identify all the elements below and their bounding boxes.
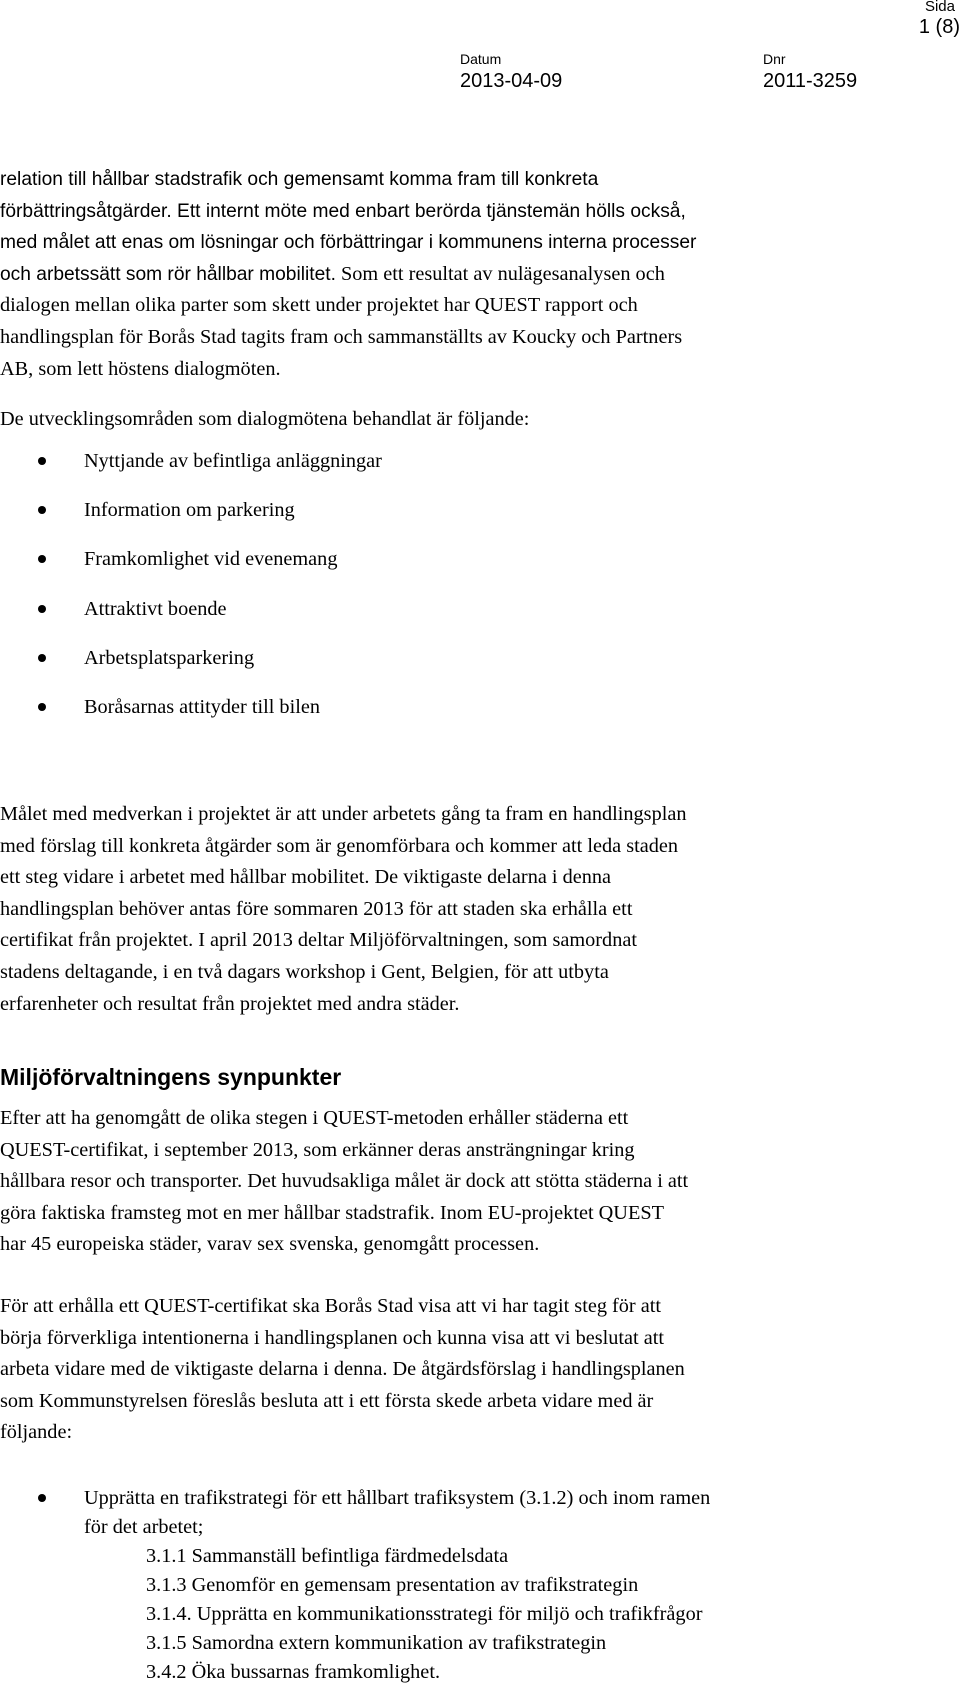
list-item-text: Information om parkering xyxy=(84,499,295,522)
list-item-text: Arbetsplatsparkering xyxy=(84,646,255,669)
bullet-icon xyxy=(38,605,46,613)
areas-intro: De utvecklingsområden som dialogmötena behandlat är följande: xyxy=(0,408,530,430)
development-areas-list xyxy=(0,446,935,741)
sub-action-item: 3.4.2 Öka bussarnas framkomlighet. xyxy=(146,1661,441,1683)
list-item xyxy=(0,446,935,495)
list-item xyxy=(0,495,935,544)
text-line: har 45 europeiska städer, varav sex svenska, genomgått processen. xyxy=(0,1233,540,1256)
list-item xyxy=(0,692,935,741)
text-line: handlingsplan för Borås Stad tagits fram och sammanställts av Koucky och Partners xyxy=(0,325,683,348)
bullet-icon xyxy=(38,1494,46,1502)
text-line: som Kommunstyrelsen föreslås besluta att i ett första skede arbeta vidare med är xyxy=(0,1389,654,1412)
text-line: AB, som lett höstens dialogmöten. xyxy=(0,357,281,380)
certificate-paragraph xyxy=(0,1103,935,1261)
bullet-icon xyxy=(38,555,46,563)
page-number: 1 (8) xyxy=(918,16,960,38)
list-item-text: Boråsarnas attityder till bilen xyxy=(84,695,320,718)
text-line: QUEST-certifikat, i september 2013, som erkänner deras ansträngningar kring xyxy=(0,1138,635,1161)
bullet-icon xyxy=(38,654,46,662)
text-segment: Som ett resultat av nulägesanalysen och xyxy=(335,262,665,285)
text-line: relation till hållbar stadstrafik och gemensamt komma fram till konkreta xyxy=(0,169,599,190)
reference-label: Dnr xyxy=(763,51,786,67)
text-line: förbättringsåtgärder. Ett internt möte med enbart berörda tjänstemän hölls också, xyxy=(0,200,686,222)
date-label: Datum xyxy=(460,51,502,67)
list-item-text: Nyttjande av befintliga anläggningar xyxy=(84,450,382,472)
intro-paragraph xyxy=(0,164,935,385)
sub-action-item: 3.1.1 Sammanställ befintliga färdmedelsdata xyxy=(146,1545,509,1567)
reference-value: 2011-3259 xyxy=(763,70,858,92)
text-line: följande: xyxy=(0,1421,73,1444)
list-item-text: Attraktivt boende xyxy=(84,597,227,620)
text-line: Målet med medverkan i projektet är att under arbetets gång ta fram en handlingsplan xyxy=(0,803,687,825)
text-line: För att erhålla ett QUEST-certifikat ska Borås Stad visa att vi har tagit steg för att xyxy=(0,1295,662,1317)
sub-action-item: 3.1.3 Genomför en gemensam presentation av trafikstrategin xyxy=(146,1574,639,1596)
action-list xyxy=(0,1484,935,1687)
text-segment: och arbetssätt som rör hållbar mobilitet. xyxy=(0,263,336,285)
text-line: erfarenheter och resultat från projektet med andra städer. xyxy=(0,992,460,1015)
text-line: arbeta vidare med de viktigaste delarna i denna. De åtgärdsförslag i handlingsplanen xyxy=(0,1358,685,1381)
list-item xyxy=(0,1484,935,1542)
requirements-paragraph xyxy=(0,1291,935,1449)
goal-paragraph xyxy=(0,799,935,1020)
text-line: börja förverkliga intentionerna i handlingsplanen och kunna visa att vi beslutat att xyxy=(0,1326,665,1349)
text-line: göra faktiska framsteg mot en mer hållbar stadstrafik. Inom EU-projektet QUEST xyxy=(0,1201,665,1224)
list-item xyxy=(0,643,935,692)
sub-action-item: 3.1.5 Samordna extern kommunikation av trafikstrategin xyxy=(146,1632,607,1654)
section-heading: Miljöförvaltningens synpunkter xyxy=(0,1064,342,1090)
text-line: certifikat från projektet. I april 2013 deltar Miljöförvaltningen, som samordnat xyxy=(0,929,637,952)
text-line: för det arbetet; xyxy=(84,1516,204,1538)
bullet-icon xyxy=(38,457,46,465)
text-line: med förslag till konkreta åtgärder som är genomförbara och kommer att leda staden xyxy=(0,834,679,857)
text-line xyxy=(0,259,935,291)
list-item xyxy=(0,544,935,593)
text-line: med målet att enas om lösningar och förbättringar i kommunens interna processer xyxy=(0,232,697,254)
text-line: dialogen mellan olika parter som skett under projektet har QUEST rapport och xyxy=(0,294,638,317)
page-label: Sida xyxy=(924,0,955,15)
text-line: hållbara resor och transporter. Det huvudsakliga målet är dock att stötta städerna i att xyxy=(0,1170,689,1193)
text-line: ett steg vidare i arbetet med hållbar mobilitet. De viktigaste delarna i denna xyxy=(0,866,612,889)
sub-action-item: 3.1.4. Upprätta en kommunikationsstrategi för miljö och trafikfrågor xyxy=(146,1603,703,1625)
list-item-text: Framkomlighet vid evenemang xyxy=(84,548,338,571)
text-line: handlingsplan behöver antas före sommaren 2013 för att staden ska erhålla ett xyxy=(0,897,633,920)
text-line: Upprätta en trafikstrategi för ett hållbart trafiksystem (3.1.2) och inom ramen xyxy=(84,1487,711,1509)
text-line: Efter att ha genomgått de olika stegen i QUEST-metoden erhåller städerna ett xyxy=(0,1107,629,1129)
bullet-icon xyxy=(38,703,46,711)
list-item xyxy=(0,594,935,643)
bullet-icon xyxy=(38,506,46,514)
date-value: 2013-04-09 xyxy=(460,70,563,92)
text-line: stadens deltagande, i en två dagars workshop i Gent, Belgien, för att utbyta xyxy=(0,960,609,983)
